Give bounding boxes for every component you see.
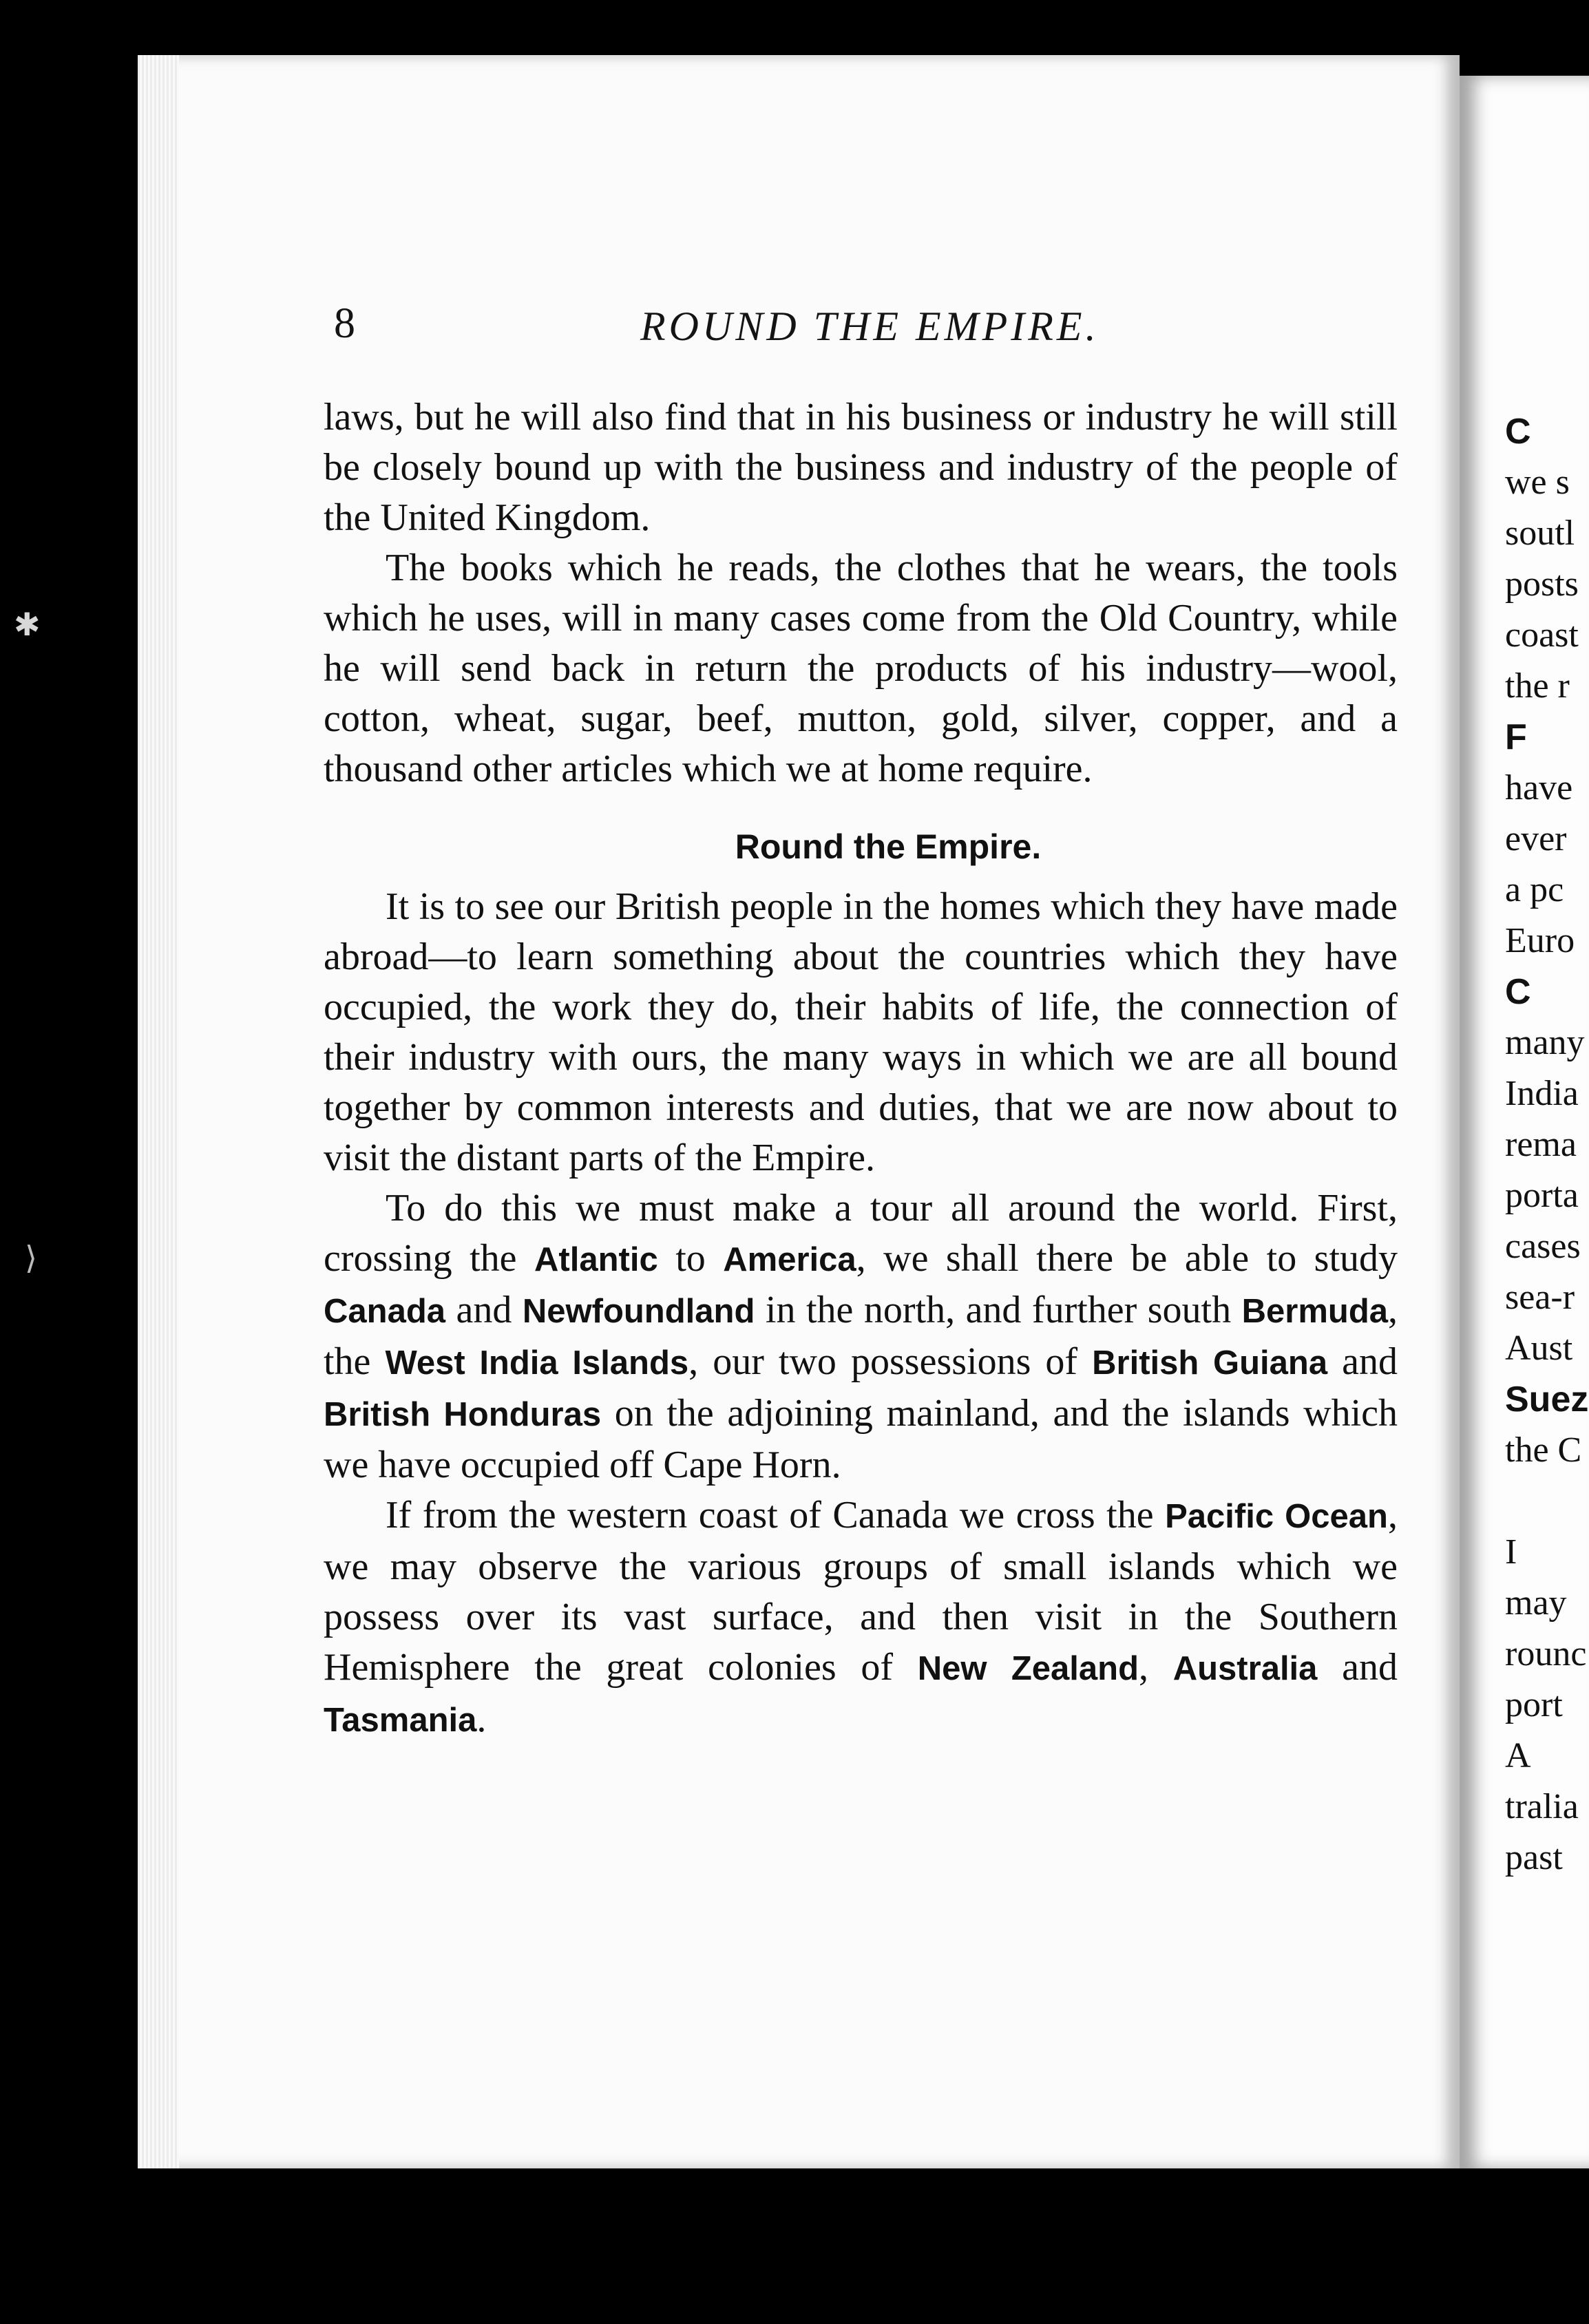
- text-run: in the north, and further south: [755, 1289, 1242, 1331]
- running-head: ROUND THE EMPIRE.: [640, 304, 1099, 349]
- paragraph: The books which he reads, the clothes that he wears, the tools which he uses, will in many cases come from the Old Country, while he will send back in return the products of his industry—wool, cotton, wheat, sugar, beef, mutton, gold, silver, copper, and a thousand other articles which we at home require.: [324, 547, 1398, 790]
- facing-page-fragment: may: [1505, 1583, 1567, 1623]
- margin-speck: ⟩: [25, 1240, 37, 1276]
- facing-page-fragment: Suez: [1505, 1380, 1589, 1419]
- facing-page-fragment: F: [1505, 717, 1527, 757]
- text-run: and: [1327, 1340, 1398, 1383]
- text-run: to: [657, 1237, 724, 1280]
- place-name: Tasmania: [324, 1702, 477, 1739]
- text-run: , our two possessions of: [688, 1340, 1093, 1383]
- page-number: 8: [334, 300, 355, 347]
- text-run: If from the western coast of Canada we cross the: [386, 1494, 1166, 1536]
- facing-page-text: [1505, 406, 1589, 1883]
- facing-page-fragment: we s: [1505, 463, 1570, 502]
- facing-page-fragment: posts: [1505, 564, 1579, 604]
- facing-page-fragment: coast: [1505, 615, 1579, 655]
- facing-page-fragment: [1505, 1476, 1589, 1527]
- facing-page-fragment: India: [1505, 1074, 1579, 1113]
- text-run: ,: [1139, 1646, 1173, 1689]
- facing-page-fragment: a pc: [1505, 870, 1564, 909]
- facing-page-fragment: many: [1505, 1023, 1585, 1062]
- text-run: , the: [324, 1289, 1398, 1383]
- facing-page-fragment: Euro: [1505, 921, 1575, 960]
- facing-page-fragment: have: [1505, 768, 1573, 807]
- place-name: Bermuda: [1241, 1293, 1389, 1330]
- text-run: and: [1317, 1646, 1398, 1689]
- text-run: , we shall there be able to study: [856, 1237, 1398, 1280]
- facing-page-fragment: port: [1505, 1685, 1563, 1724]
- facing-page-fragment: sea-r: [1505, 1278, 1575, 1317]
- facing-page-fragment: Aust: [1505, 1329, 1573, 1368]
- place-name: Pacific Ocean: [1165, 1498, 1388, 1535]
- facing-page-fragment: the r: [1505, 666, 1570, 706]
- facing-page-fragment: C: [1505, 972, 1531, 1012]
- text-run: , we may observe the various groups of small islands which we possess over its vast surface, and then visit in the Southern Hemisphere the great colonies of: [324, 1494, 1398, 1689]
- facing-page-fragment: rounc: [1505, 1634, 1587, 1673]
- page-edges: [138, 55, 179, 2168]
- place-name: British Guiana: [1092, 1344, 1328, 1382]
- place-name: New Zealand: [917, 1650, 1139, 1687]
- facing-page-fragment: soutl: [1505, 514, 1575, 553]
- facing-page-fragment: cases: [1505, 1227, 1581, 1266]
- place-name: Newfoundland: [522, 1293, 755, 1330]
- place-name: British Honduras: [324, 1396, 602, 1433]
- paragraph: [324, 1490, 1398, 1746]
- place-name: Atlantic: [534, 1241, 658, 1278]
- facing-page-fragment: tralia: [1505, 1787, 1579, 1826]
- page-body: [324, 392, 1398, 1746]
- facing-page-fragment: ever: [1505, 819, 1567, 858]
- facing-page-fragment: C: [1505, 412, 1531, 452]
- facing-page-fragment: porta: [1505, 1176, 1579, 1215]
- paragraph-continued: laws, but he will also find that in his business or industry he will still be closely bound up with the business and industry of the people of the United Kingdom.: [324, 396, 1398, 539]
- text-run: .: [476, 1698, 487, 1740]
- facing-page-fragment: A: [1505, 1736, 1531, 1775]
- place-name: West India Islands: [385, 1344, 689, 1382]
- place-name: Australia: [1172, 1650, 1318, 1687]
- place-name: America: [723, 1241, 856, 1278]
- facing-page-fragment: I: [1505, 1532, 1517, 1572]
- facing-page-fragment: past: [1505, 1838, 1563, 1877]
- place-name: Canada: [324, 1293, 446, 1330]
- paragraph: It is to see our British people in the homes which they have made abroad—to learn something about the countries which they have occupied, the work they do, their habits of life, the connection of their industry with ours, the many ways in which we are all bound together by common interests and duties, that we are now about to visit the distant parts of the Empire.: [324, 885, 1398, 1179]
- margin-speck: ✱: [14, 607, 41, 642]
- section-heading: Round the Empire.: [735, 827, 1042, 866]
- facing-page-fragment: rema: [1505, 1125, 1577, 1164]
- facing-page-fragment: the C: [1505, 1430, 1582, 1470]
- text-run: and: [445, 1289, 523, 1331]
- paragraph: [324, 1183, 1398, 1490]
- text-run: To do this we must make a tour all around the world. First, crossing the: [324, 1187, 1398, 1280]
- text-run: on the adjoining mainland, and the islands which we have occupied off Cape Horn.: [324, 1392, 1398, 1486]
